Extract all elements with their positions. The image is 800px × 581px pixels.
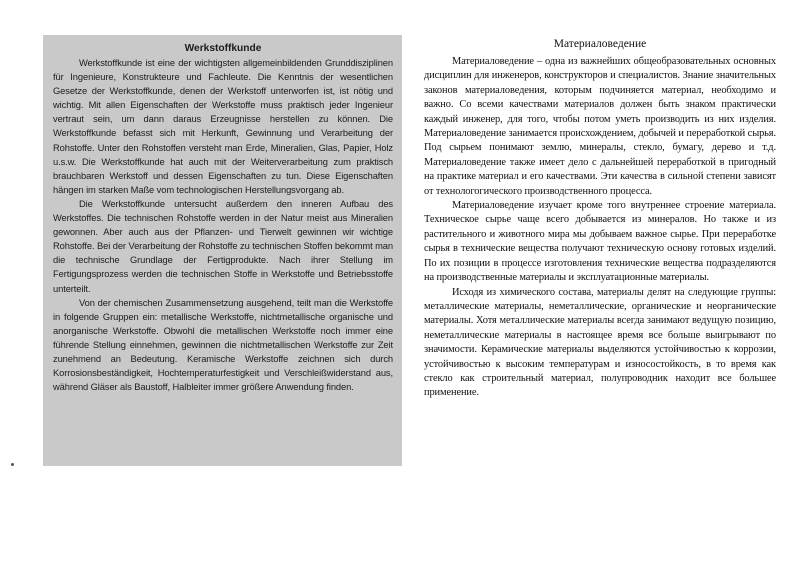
left-paragraph-1: Werkstoffkunde ist eine der wichtigsten allgemeinbildenden Grunddisziplinen für Ingenieure, Konstrukteure und Fachleute. Die Kenntnis der wesentlichen Gesetze der Werkstoffkunde, denen der Werkstoff unterworfen ist, ist nötig und wichtig. Mit allen Eigenschaften der Werkstoffe muss praktisch jeder Ingenieur vertraut sein, um dann daraus Erzeugnisse herstellen zu können. Die Werkstoffkunde befasst sich mit Herkunft, Gewinnung und Verarbeitung der Rohstoffe. Unter den Rohstoffen versteht man Erde, Mineralien, Glas, Papier, Holz u.s.w. Die Werkstoffkunde hat auch mit der Weiterverarbeitung zum praktisch brauchbaren Werkstoff und dessen Eigenschaften zu tun. Diese Eigenschaften hängen im starken Maße vom technologischen Herstellungsvorgang ab.: [53, 58, 393, 195]
right-paragraph-1: Материаловедение – одна из важнейших общеобразовательных основных дисциплин для инженеров, конструкторов и специалистов. Знание значительных законов материаловедения, которым подчиняется материал, необходимо и важно. Со всеми качествами материалов должен быть знаком практически каждый инженер, для того, чтобы потом уметь производить из них изделия. Материаловедение занимается происхождением, добычей и переработкой сырья. Под сырьем понимают землю, минералы, стекло, бумагу, дерево и т.д. Материаловедение также имеет дело с дальнейшей переработкой в пригодный на практике материал и его качествами. Эти качества в сильной степени зависят от технологогического производственного процесса.: [424, 56, 776, 197]
left-paragraph-3: Von der chemischen Zusammensetzung ausgehend, teilt man die Werkstoffe in folgende Gruppen ein: metallische Werkstoffe, nichtmetallische organische und anorganische Werkstoffe. Obwohl die metallischen Werkstoffe noch immer eine führende Stellung einnehmen, gewinnen die nichtmetallischen Werkstoffe zur Zeit zunehmend an Bedeutung. Keramische Werkstoffe zeichnen sich durch Korrosionsbeständigkeit, Hochtemperaturfestigkeit und Verschleißwiderstand aus, während Gläser als Baustoff, Halbleiter immer größere Anwendung finden.: [53, 297, 393, 393]
scan-speck: [11, 463, 14, 466]
right-paragraph-3: Исходя из химического состава, материалы делят на следующие группы: металлические материалы, неметаллические, органические и неорганические материалы. Хотя металлические материалы всегда занимают ведущую позицию, неметаллические материалы в настоящее время все больше выигрывают по значимости. Керамические материалы выделяются устойчивостью к коррозии, устойчивостью к высоким температурам и износостойкость, в то время как стекло как строительный материал, полупроводник находит все большее применение.: [424, 286, 776, 399]
left-paragraph-2: Die Werkstoffkunde untersucht außerdem den inneren Aufbau des Werkstoffes. Die technischen Rohstoffe werden in der Natur meist aus Mineralien gewonnen. Aber auch aus der Pflanzen- und Tierwelt gewinnen wir wichtige Rohstoffe. Bei der Verarbeitung der Rohstoffe zu technischen Stoffen bekommt man die technische Grundlage der Fertigprodukte. Nach ihrer Stellung im Fertigungsprozess werden die technischen Stoffe in Werkstoffe und Betriebsstoffe unterteilt.: [53, 198, 393, 294]
right-page-title: Материаловедение: [553, 38, 647, 50]
scanned-german-text: [43, 35, 402, 466]
right-paragraph-2: Материаловедение изучает кроме того внутреннее строение материала. Техническое сырье чаще всего добывается из минералов. Но также и из растительного и животного мира мы добываем важное сырье. При переработке сырья в технические вещества получают техническую основу готовых изделий. По их позиции в процессе изготовления технические вещества подразделяются на производственные материалы и эксплуатационные материалы.: [424, 200, 776, 284]
russian-translation-text: [424, 38, 776, 401]
left-page-title: Werkstoffkunde: [184, 43, 262, 54]
